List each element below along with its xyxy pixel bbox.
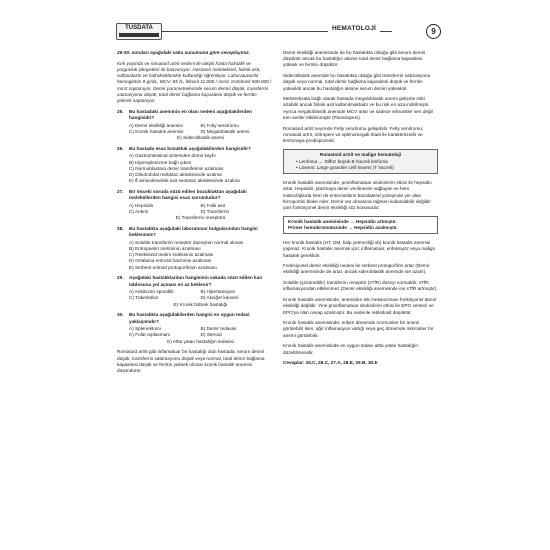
option-e[interactable]: E) Sideroblastik anemi — [177, 134, 224, 140]
question-25 — [117, 109, 272, 121]
case-intro: 25-30. soruları aşağıdaki vaka sunumuna göre cevaplayınız. — [117, 50, 250, 55]
question-29 — [117, 275, 272, 287]
option-d[interactable]: D) Dihidrofolat redüktaz aktivitesinde azalma — [129, 171, 222, 177]
explanation-p5: Kronik hastalık anemisinde; proinflamatuar sitokinlerin etkisi ile hepsidin artar. Hepsidin, plazmaya demir verilmesini sağlayan ve hem makrofajlarda hem de enterositlerin bazolateral yüzeyinde yer alan ferroportini bloke eder. Demir var olmasına rağmen kullanılabilir değildir yani fonksiyonel demir eksikliği söz konusudur. — [283, 180, 432, 211]
option-b[interactable]: B) Eritropoetin üretiminin azalması — [129, 245, 201, 251]
info-box-title: Romatoid artrit ve malign hematoloji — [319, 151, 402, 157]
option-b[interactable]: B) Hipersplenizme bağlı yıkım — [129, 159, 192, 165]
info-box-item: • Lenfoma → Diffüz büyük B hücreli lenfoma — [296, 158, 388, 164]
options-26 — [117, 153, 272, 184]
explanation-p9: Kronik hastalık anemisinde, anemiden tek mekanizması fonksiyonel demir eksikliği değildir. Yine proinflamatuar sitokinlerin etkisi ile EPO sentezi ve EPO'ya olan cevap azalmıştır. Bu nedenle retikülosit düşüktür. — [283, 297, 437, 315]
explanation-p6: Her kronik hastalık (HT, DM, kalp yetmezliği vb) kronik hastalık anemisi yapmaz. Kronik hastalık anemisi için; inflamatuar, enfeksiyöz veya malign hastalık gereklidir. — [283, 240, 436, 258]
question-28 — [117, 226, 272, 238]
options-30 — [117, 326, 272, 345]
left-column — [117, 50, 272, 379]
option-a[interactable]: A) Gastrointestinal sistemden demir kaybı — [129, 153, 216, 159]
question-text: Aşağıdaki hastalıklardan hangisinin vakada sözü edilen kan tablosuna yol açması en az beklenir? — [129, 275, 263, 287]
option-c[interactable]: C) Folat replasmanı — [129, 332, 171, 338]
option-c[interactable]: C) Tüberküloz — [129, 295, 159, 301]
option-c[interactable]: C) Ankrin — [129, 208, 149, 214]
question-30 — [117, 312, 272, 324]
explanation-p2: Sideroblastik anemide bu hastalıkta olduğu gibi transferrin satürasyonu düşük veya normal, total demir bağlama kapasitesi düşük ve ferritin yüksektir ancak bu hastalığın aksine serum demiri yüksektir. — [283, 73, 431, 91]
option-d[interactable]: D) Transferrin — [200, 208, 230, 214]
question-27 — [117, 189, 272, 201]
case-text: Kırk yaşında ve romatoid artrit nedeni ile takipli hasta halsizlik ve yorgunluk şikayetleri ile başvuruyor. Hastanın melotekisel, folinik asit, sulfasalazin ve hidroksiklorokin kullandığı öğreniliyor. Laboratuvarda hemoglobin 9 gr/dL, MCV: 85 fL, lökosit 11.000 / mm3, trombosit 500.000 / mm3 saptanıyor. Demir parametrelerinde serum demiri düşük, transferrin satürasyonu düşük, total demir bağlama kapasitesi düşük ve ferritin yüksek saptanıyor. — [117, 60, 272, 103]
info-box-line: Primer hemokromatozisde → Hepsidin azalmıştır. — [288, 224, 398, 230]
right-column — [283, 50, 438, 371]
option-d[interactable]: D) Megaloblastik anemi — [200, 128, 250, 134]
option-d[interactable]: D) Steroid — [200, 332, 222, 338]
question-number: 25. — [117, 108, 124, 114]
question-text: Bu hastalıkta aşağıdakilerden hangisi en uygun tedavi yaklaşımıdır? — [129, 312, 250, 324]
option-a[interactable]: A) Demir eksikliği anemisi — [129, 122, 183, 128]
option-b[interactable]: B) Folty sendromu — [200, 122, 239, 128]
explanation-p1: Demir eksikliği anemisinde de bu hastalıkta olduğu gibi serum demiri düşüktür ancak bu hastalığın aksine total demir bağlama kapasitesi yüksek ve ferritin düşüktür. — [283, 50, 426, 68]
info-box-item: • Lösemi: Large granüler celli lösemi (T hücreli) — [296, 165, 394, 171]
option-c[interactable]: C) Retikülosit üretim indeksinin azalması — [129, 252, 214, 258]
page-header — [110, 22, 440, 42]
question-text: Bu hastada esas bozukluk aşağıdakilerden hangisidir? — [129, 145, 251, 151]
explanation-p7: Fonksiyonel demir eksikliği nedeni ile serbest protoporfirin artar (Demir eksikliği anemisinde de artar, ancak sideroblastik anemide ise azalır). — [283, 263, 430, 275]
option-b[interactable]: B) Hipertansiyon — [200, 289, 236, 295]
info-box-malignancy — [283, 149, 438, 175]
info-box-list — [288, 159, 433, 171]
info-box-hepsidin — [283, 216, 438, 234]
explanation-p3: Metotreksata bağlı olarak hastada megaloblastik anemi gelişme riski artabilir ancak folinik asit kullanılmaktadır ve bu risk en aza indirilmiştir. Ayrıca megaloblastik anemide MCV artar ve sadece eritrositler sen değil tüm seriler etkilenmiştir (Pansitopeni). — [283, 96, 433, 120]
question-number: 27. — [117, 188, 124, 194]
option-d[interactable]: D) Akciğer kanseri — [200, 295, 239, 301]
tusdata-logo — [116, 23, 162, 40]
option-e[interactable]: E) Serbest eritroid protoporfirinin azalması — [129, 264, 217, 270]
logo-text: TUSDATA — [125, 25, 153, 31]
option-c[interactable]: C) Normoblastara demir transferinin azalması — [129, 165, 224, 171]
question-number: 28. — [117, 225, 124, 231]
option-a[interactable]: A) Ankilozan spondilit — [129, 289, 174, 295]
options-28 — [117, 240, 272, 271]
question-text: Bir önceki soruda sözü edilen bozukluktan aşağıdaki moleküllerden hangisi esas sorumludur? — [129, 188, 247, 201]
question-text: Bu hastadaki aneminin en olası nedeni aşağıdakilerden hangisidir? — [129, 108, 252, 120]
option-e[interactable]: E) Altta yatan hastalığın tedavisi — [167, 338, 234, 344]
option-c[interactable]: C) Kronik hastalık anemisi — [129, 128, 184, 134]
question-number: 29. — [117, 275, 124, 281]
option-d[interactable]: D) Ortalama eritrosit hacminin azalması — [129, 258, 212, 264]
options-27 — [117, 203, 272, 222]
logo-bar — [119, 33, 159, 37]
explanation-p10: Kronik hastalık anemisinde; eriken dönemde normositer bir anemi görülebilir iken, ağır inflamasyon varlığı veya geç dönemde mikrositer bir anemi görülebilir. — [283, 320, 434, 338]
options-25 — [117, 123, 272, 142]
section-title: HEMATOLOJİ — [328, 25, 380, 32]
answer-key: Cevaplar: 25.C, 26.C, 27.A, 28.E, 29.B, 30.E — [283, 360, 378, 366]
explanation-p11: Kronik hastalık anemisinde en uygun tedavi altta yatan hastalığın düzeltilmesidir. — [283, 343, 418, 355]
question-26 — [117, 146, 272, 152]
option-e[interactable]: E) Kronik böbrek hastalığı — [173, 301, 228, 307]
option-a[interactable]: A) Hepsidin — [129, 202, 154, 208]
question-number: 26. — [117, 145, 124, 151]
page-number: 9 — [426, 24, 441, 39]
option-a[interactable]: A) Splenektomi — [129, 326, 161, 332]
explanation-p8: Soluble (çözünebilir) transferrin reseptör (sTfR) düzeyi normaldir. sTfR, inflamasyondan etkilenmez (Demir eksikliği anemisinde ise sTfR artmıştır). — [283, 280, 438, 292]
option-e[interactable]: E) ẟ aminolevulinik asit sentetaz aktivitesinde azalma — [129, 178, 240, 184]
explanation-p4: Romatoid artrit seyrinde Felty sendromu gelişebilir. Felty sendromu; romatoid artrit, nötropeni ve splenomegali triadı ile karakterizedir ve lenfomaya predispozedir. — [283, 125, 424, 143]
question-number: 30. — [117, 312, 124, 318]
option-a[interactable]: A) Soluble transferrin reseptör düzeyinin normal olması — [129, 239, 244, 245]
closing-text: Romatoid artrit gibi inflamatuar bir hastalığı olan hastada; serum demiri düşük, transferrin satürasyonu düşük veya normal, total demir bağlama kapasitesi düşük ve ferritin yüksek olması kronik hastalık anemisi düşündürür. — [117, 349, 265, 373]
option-b[interactable]: B) Demir tedavisi — [200, 326, 237, 332]
info-box-line: Kronik hastalık anemisinde → Hepsidin artmıştır. — [288, 218, 397, 224]
option-e[interactable]: E) Transferrin reseptörü — [175, 215, 226, 221]
question-text: Bu hastalıkta aşağıdaki laboratuvar bulgularından hangisi beklenmez? — [129, 225, 258, 238]
options-29 — [117, 289, 272, 308]
option-b[interactable]: B) Folik asit — [200, 202, 225, 208]
